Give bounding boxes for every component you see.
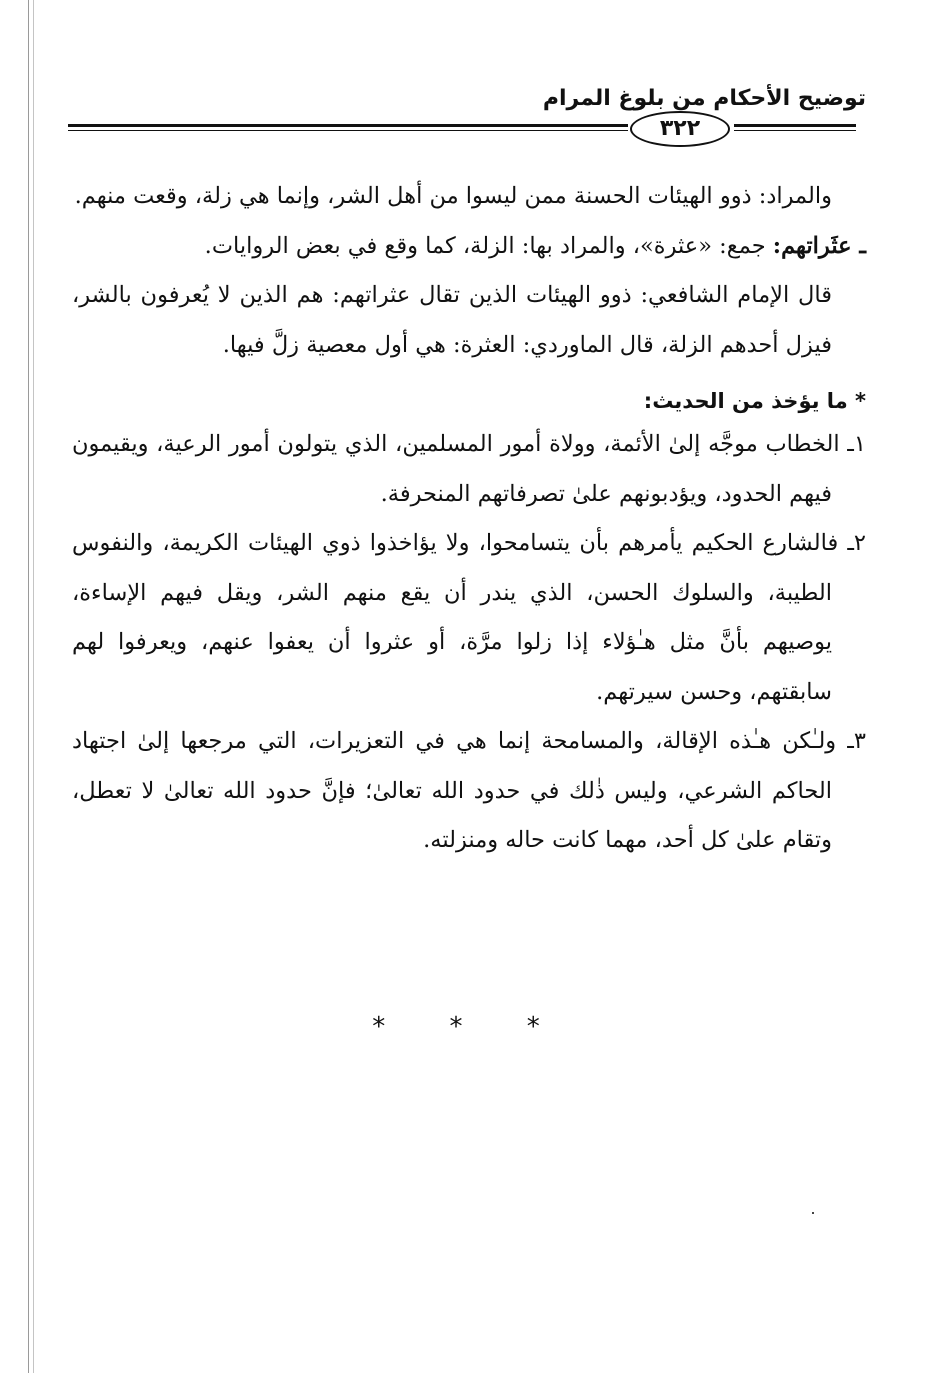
defined-term: ـ عثَراتهم:: [772, 232, 866, 259]
definition-paragraph: [72, 222, 866, 272]
header-rule: [68, 130, 628, 131]
list-item: ١ـ الخطاب موجَّه إلىٰ الأئمة، وولاة أمور المسلمين، الذي يتولون أمور الرعية، ويقيمون فيهم الحدود، ويؤدبونهم علىٰ تصرفاتهم المنحرفة.: [72, 431, 866, 507]
list-item: ٢ـ فالشارع الحكيم يأمرهم بأن يتسامحوا، ولا يؤاخذوا ذوي الهيئات الكريمة، والنفوس الطيبة، والسلوك الحسن، الذي يندر أن يقع منهم الشر، ويقل فيهم الإساءة، يوصيهم بأنَّ مثل هـٰؤلاء إذا زلوا مرَّة، أو عثروا أن يعفوا عنهم، ويعرفوا لهم سابقتهم، وحسن سيرتهم.: [72, 530, 866, 705]
definition-text: جمع: «عثرة»، والمراد بها: الزلة، كما وقع في بعض الروايات.: [204, 232, 773, 259]
page-body: [72, 172, 866, 866]
list-item: ٣ـ ولـٰكن هـٰذه الإقالة، والمسامحة إنما هي في التعزيرات، التي مرجعها إلىٰ اجتهاد الحاكم الشرعي، وليس ذٰلك في حدود الله تعالىٰ؛ فإنَّ حدود الله تعالىٰ لا تعطل، وتقام علىٰ كل أحد، مهما كانت حاله ومنزلته.: [72, 728, 866, 853]
page-number: ٣٢٢: [630, 111, 730, 147]
quote-paragraph: قال الإمام الشافعي: ذوو الهيئات الذين تقال عثراتهم: هم الذين لا يُعرفون بالشر، فيزل أحدهم الزلة، قال الماوردي: العثرة: هي أول معصية زلَّ فيها.: [72, 282, 832, 358]
section-separator: * * *: [372, 1012, 568, 1042]
header-rule: [734, 124, 856, 127]
section-heading: * ما يؤخذ من الحديث:: [643, 389, 866, 413]
explanation-paragraph: والمراد: ذوو الهيئات الحسنة ممن ليسوا من أهل الشر، وإنما هي زلة، وقعت منهم.: [74, 183, 832, 209]
running-header-title: توضيح الأحكام من بلوغ المرام: [542, 86, 866, 111]
scan-edge-line: [28, 0, 29, 1373]
header-rule: [734, 130, 856, 131]
scan-edge-line: [33, 0, 34, 1373]
header-rule: [68, 124, 628, 127]
scan-speck: [812, 1212, 814, 1214]
